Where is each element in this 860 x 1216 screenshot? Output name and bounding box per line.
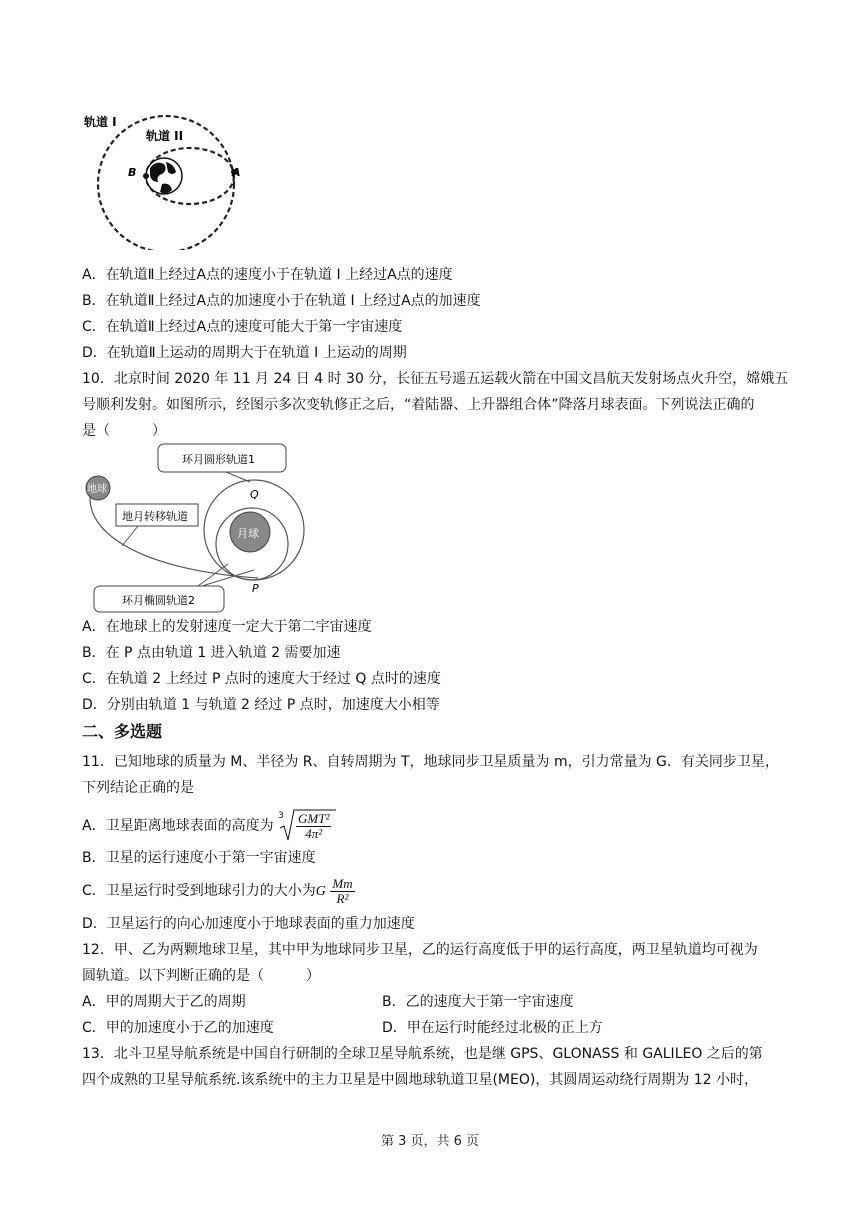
- q11-stem-line2: 下列结论正确的是: [82, 780, 194, 796]
- earth-label: 地球: [87, 484, 107, 495]
- q12-stem-line1: 12．甲、乙为两颗地球卫星，其中甲为地球同步卫星，乙的运行高度低于甲的运行高度，两卫星轨道均可视为: [82, 942, 758, 958]
- q10-option-c: C．在轨道 2 上经过 P 点时的速度大于经过 Q 点时的速度: [82, 671, 441, 687]
- q11-option-c-text: C．卫星运行时受到地球引力的大小为: [82, 883, 316, 899]
- q13-stem-line2: 四个成熟的卫星导航系统.该系统中的主力卫星是中圆地球轨道卫星(MEO)，其圆周运动绕行周期为 12 小时，: [82, 1072, 759, 1088]
- point-b-label: B: [128, 166, 137, 179]
- q9-option-c: C．在轨道Ⅱ上经过A点的速度可能大于第一宇宙速度: [82, 319, 403, 335]
- q10-stem-line3: 是（ ）: [82, 423, 166, 439]
- gravity-fraction: $\frac{Mm}{\text{R²}}$: [332, 875, 353, 906]
- elliptical-orbit-label: 环月椭圆轨道2: [122, 594, 195, 607]
- q12-option-b: B．乙的速度大于第一宇宙速度: [382, 994, 574, 1010]
- q12-option-a: A．甲的周期大于乙的周期: [82, 994, 246, 1010]
- q13-stem-line1: 13．北斗卫星导航系统是中国自行研制的全球卫星导航系统，也是继 GPS、GLONASS 和 GALILEO 之后的第: [82, 1046, 763, 1062]
- q9-option-a: A．在轨道Ⅱ上经过A点的速度小于在轨道 I 上经过A点的速度: [82, 267, 453, 283]
- q10-stem-line1: 10．北京时间 2020 年 11 月 24 日 4 时 30 分，长征五号遥五运载火箭在中国文昌航天发射场点火升空，嫦娥五: [82, 371, 789, 387]
- lunar-orbit-figure: [78, 440, 328, 616]
- q11-stem-line1: 11．已知地球的质量为 M、半径为 R、自转周期为 T，地球同步卫星质量为 m，引力常量为 G．有关同步卫星，: [82, 754, 779, 770]
- point-a-label: A: [232, 166, 241, 179]
- q12-option-d: D．甲在运行时能经过北极的正上方: [382, 1020, 603, 1036]
- q10-option-a: A．在地球上的发射速度一定大于第二宇宙速度: [82, 619, 372, 635]
- q10-option-d: D．分别由轨道 1 与轨道 2 经过 P 点时，加速度大小相等: [82, 697, 440, 713]
- orbit-figure-1: [78, 110, 248, 250]
- q10-option-b: B．在 P 点由轨道 1 进入轨道 2 需要加速: [82, 645, 341, 661]
- circular-orbit-label: 环月圆形轨道1: [182, 453, 255, 466]
- q10-stem-line2: 号顺利发射。如图所示，经图示多次变轨修正之后，“着陆器、上升器组合体”降落月球表面。下列说法正确的: [82, 397, 755, 413]
- q11-option-a: [82, 808, 338, 844]
- moon-label: 月球: [237, 527, 259, 540]
- page-footer: 第 3 页，共 6 页: [380, 1134, 480, 1149]
- q11-option-a-text: A．卫星距离地球表面的高度为: [82, 818, 274, 834]
- q12-option-c: C．甲的加速度小于乙的加速度: [82, 1020, 274, 1036]
- point-p-label: P: [252, 582, 259, 595]
- orbit1-label: 轨道 I: [84, 115, 117, 129]
- q11-option-d: D．卫星运行的向心加速度小于地球表面的重力加速度: [82, 916, 415, 932]
- q9-option-b: B．在轨道Ⅱ上经过A点的加速度小于在轨道 I 上经过A点的加速度: [82, 293, 481, 309]
- orbit2-label: 轨道 II: [146, 129, 184, 143]
- section-heading-multiple-choice: 二、多选题: [82, 722, 163, 741]
- point-q-label: Q: [250, 488, 259, 501]
- cube-root-expression: 3 GMT² 4π²: [278, 808, 338, 844]
- transfer-orbit-label: 地月转移轨道: [122, 510, 188, 523]
- q12-stem-line2: 圆轨道。以下判断正确的是（ ）: [82, 968, 320, 984]
- q9-option-d: D．在轨道Ⅱ上运动的周期大于在轨道 I 上运动的周期: [82, 345, 407, 361]
- q11-option-c: C．卫星运行时受到地球引力的大小为G $\frac{Mm}{\text{R²}}$: [82, 875, 353, 906]
- q11-option-b: B．卫星的运行速度小于第一宇宙速度: [82, 850, 316, 866]
